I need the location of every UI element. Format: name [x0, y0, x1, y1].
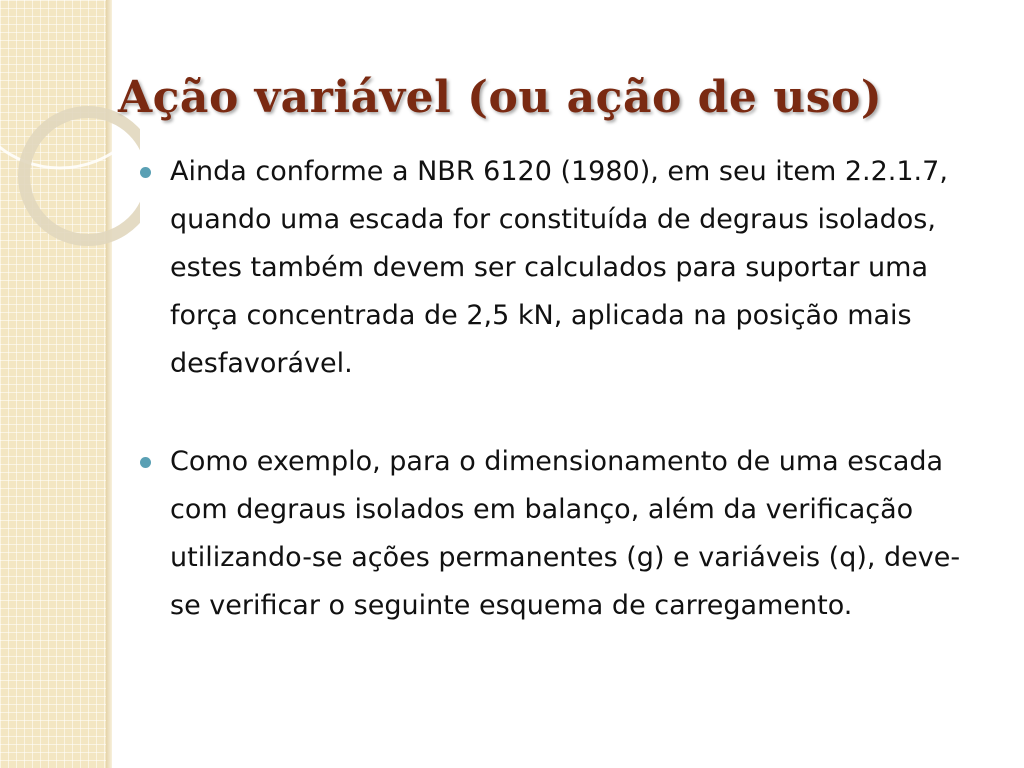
bullet-item: [140, 148, 980, 388]
bullet-item: [140, 438, 980, 630]
bullet-text: Como exemplo, para o dimensionamento de uma escada com degraus isolados em balanço, além da verificação utilizando-se ações permanentes (g) e variáveis (q), deve-se verificar o seguinte esquema de carregamento.: [170, 446, 961, 621]
bullet-dot-icon: [140, 167, 151, 178]
bullet-list: [140, 148, 980, 630]
bullet-dot-icon: [140, 457, 151, 468]
slide-title: Ação variável (ou ação de uso): [118, 72, 883, 123]
bullet-text: Ainda conforme a NBR 6120 (1980), em seu item 2.2.1.7, quando uma escada for constituída de degraus isolados, estes também devem ser calculados para suportar uma força concentrada de 2,5 kN, aplicada na posição mais desfavorável.: [170, 156, 948, 379]
